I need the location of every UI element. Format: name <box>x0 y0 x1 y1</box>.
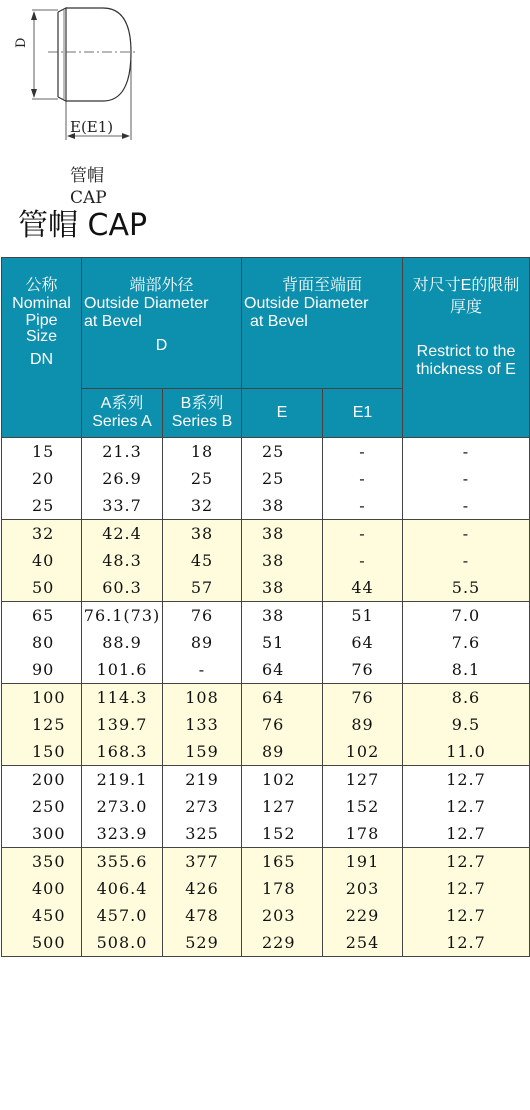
cell-dn-column <box>2 684 82 766</box>
header-outside-diameter <box>82 258 242 389</box>
cell-thickness: 8.6 <box>451 688 481 707</box>
cell-series-b: - <box>198 660 206 679</box>
cell-thickness-column <box>403 520 530 602</box>
cell-series-a: 33.7 <box>102 496 142 515</box>
cell-dn: 15 <box>32 442 55 461</box>
cell-thickness: 7.0 <box>451 606 481 625</box>
cell-e: 51 <box>262 633 285 652</box>
cell-thickness: - <box>462 442 470 461</box>
cell-e1: - <box>359 496 366 515</box>
cell-dn-column <box>2 438 82 520</box>
header-od-bevel: at Bevel <box>84 313 142 330</box>
cell-thickness-column <box>403 602 530 684</box>
cell-e: 165 <box>262 852 296 871</box>
table-row-group <box>2 602 530 684</box>
cell-series-a: 26.9 <box>102 469 142 488</box>
cell-e-column <box>242 848 323 957</box>
header-series-a <box>82 389 163 438</box>
cell-e1: - <box>359 551 366 570</box>
cell-thickness: 7.6 <box>451 633 481 652</box>
header-pipe-en: Pipe <box>25 312 58 329</box>
cell-e: 38 <box>262 606 285 625</box>
table-row-group <box>2 848 530 957</box>
cell-thickness: 12.7 <box>446 824 486 843</box>
header-nominal-en: Nominal <box>12 295 71 312</box>
cell-e1: 127 <box>345 770 380 789</box>
cell-dn: 80 <box>32 633 55 652</box>
cell-thickness: 12.7 <box>446 770 486 789</box>
cap-diagram <box>0 0 160 210</box>
cell-series-a: 323.9 <box>96 824 148 843</box>
cell-series-b: 89 <box>190 633 214 652</box>
cell-thickness: - <box>462 524 470 543</box>
cell-e1-column <box>323 520 403 602</box>
cell-thickness: 9.5 <box>451 715 481 734</box>
cell-e: 25 <box>262 469 285 488</box>
cell-e1: - <box>359 469 366 488</box>
cell-series-b-column <box>163 684 242 766</box>
table-row-group <box>2 520 530 602</box>
cell-series-a: 139.7 <box>96 715 148 734</box>
cell-thickness: 11.0 <box>446 742 486 761</box>
cell-e: 38 <box>262 524 285 543</box>
cell-series-a: 508.0 <box>96 933 148 952</box>
header-series-a-cn: A系列 <box>100 395 144 412</box>
cell-series-b: 133 <box>185 715 219 734</box>
cell-e1: - <box>359 524 366 543</box>
cell-series-a: 457.0 <box>96 906 148 925</box>
header-btf-en: Outside Diameter <box>244 295 369 312</box>
cell-series-b: 377 <box>185 852 219 871</box>
cell-series-b-column <box>163 766 242 848</box>
cell-thickness: - <box>462 469 470 488</box>
header-thickness-cn: 对尺寸E的限制 <box>412 277 520 294</box>
cell-e-column <box>242 684 323 766</box>
cell-e1: 44 <box>351 578 374 597</box>
cell-e1: 102 <box>345 742 380 761</box>
cell-thickness: 8.1 <box>451 660 481 679</box>
cell-series-a: 21.3 <box>102 442 142 461</box>
cell-e: 89 <box>262 742 285 761</box>
table-body <box>2 438 530 957</box>
cell-e: 64 <box>262 660 285 679</box>
cell-e: 38 <box>262 496 285 515</box>
cell-series-a-column <box>82 438 163 520</box>
cell-series-b: 478 <box>185 906 219 925</box>
cell-series-b: 57 <box>190 578 214 597</box>
header-nominal-size <box>2 258 82 438</box>
e-label: E(E1) <box>70 118 114 136</box>
cell-series-b: 108 <box>185 688 219 707</box>
header-series-b-cn: B系列 <box>180 395 224 412</box>
cell-thickness: 12.7 <box>446 906 486 925</box>
cell-dn: 400 <box>32 879 66 898</box>
cell-series-b: 32 <box>190 496 214 515</box>
cell-dn: 40 <box>32 551 55 570</box>
cell-series-a: 42.4 <box>102 524 142 543</box>
cell-series-b: 45 <box>190 551 214 570</box>
header-size-en: Size <box>25 328 58 345</box>
header-e1: E1 <box>323 389 403 438</box>
cell-dn: 200 <box>32 770 66 789</box>
cell-series-a: 60.3 <box>102 578 142 597</box>
header-thickness-en2: thickness of E <box>416 361 516 378</box>
cell-e: 38 <box>262 578 285 597</box>
cell-thickness: 5.5 <box>451 578 481 597</box>
cell-series-a: 355.6 <box>96 852 148 871</box>
cell-series-a: 114.3 <box>96 688 148 707</box>
header-series-a-en: Series A <box>92 413 152 430</box>
cell-series-b-column <box>163 520 242 602</box>
cell-dn: 100 <box>32 688 66 707</box>
cell-e1: 64 <box>351 633 374 652</box>
cell-dn: 32 <box>32 524 55 543</box>
cell-e: 178 <box>262 879 296 898</box>
cell-series-a: 76.1(73) <box>83 606 161 625</box>
cell-e: 76 <box>262 715 285 734</box>
cell-series-b: 426 <box>185 879 219 898</box>
cell-e1-column <box>323 438 403 520</box>
table-row-group <box>2 684 530 766</box>
cell-dn: 125 <box>32 715 66 734</box>
cell-thickness: 12.7 <box>446 797 486 816</box>
header-thickness-cn2: 厚度 <box>449 299 482 316</box>
caption-cn: 管帽 <box>70 166 104 186</box>
d-label: D <box>14 37 29 48</box>
cap-outline <box>58 8 131 101</box>
cell-dn-column <box>2 602 82 684</box>
cell-dn: 150 <box>32 742 66 761</box>
cell-e1: 152 <box>345 797 380 816</box>
header-thickness-limit <box>403 258 530 438</box>
cell-dn: 350 <box>32 852 66 871</box>
cell-series-b: 529 <box>185 933 219 952</box>
cell-thickness-column <box>403 438 530 520</box>
header-series-b <box>163 389 242 438</box>
header-od-cn: 端部外径 <box>129 277 194 294</box>
cell-thickness: 12.7 <box>446 933 486 952</box>
header-nominal-cn: 公称 <box>25 277 58 294</box>
cell-series-a-column <box>82 766 163 848</box>
cell-e: 25 <box>262 442 285 461</box>
cell-dn: 450 <box>32 906 66 925</box>
header-od-symbol: D <box>155 337 168 354</box>
cell-series-a: 48.3 <box>102 551 142 570</box>
cap-dimension-table <box>1 257 530 957</box>
cell-series-b: 25 <box>190 469 214 488</box>
cell-e1: 254 <box>345 933 380 952</box>
cell-e1: 89 <box>351 715 374 734</box>
cell-dn: 25 <box>32 496 55 515</box>
cell-thickness: - <box>462 496 470 515</box>
cell-e1: 203 <box>345 879 380 898</box>
cell-e-column <box>242 602 323 684</box>
cell-series-a: 101.6 <box>96 660 148 679</box>
cell-series-b: 273 <box>185 797 219 816</box>
cell-e1: 76 <box>351 688 374 707</box>
header-btf-cn: 背面至端面 <box>281 277 362 294</box>
cell-thickness-column <box>403 848 530 957</box>
cell-thickness-column <box>403 766 530 848</box>
cell-series-a: 168.3 <box>96 742 148 761</box>
cell-e1: 178 <box>345 824 380 843</box>
cell-series-b: 219 <box>185 770 219 789</box>
cell-series-a-column <box>82 520 163 602</box>
cell-series-b: 18 <box>190 442 214 461</box>
cell-e-column <box>242 520 323 602</box>
cell-thickness: 12.7 <box>446 852 486 871</box>
cell-dn: 300 <box>32 824 66 843</box>
cell-e: 102 <box>262 770 296 789</box>
cell-dn: 20 <box>32 469 55 488</box>
cell-dn-column <box>2 520 82 602</box>
cell-thickness: - <box>462 551 470 570</box>
page-title: 管帽 CAP <box>18 208 148 243</box>
cell-e1-column <box>323 684 403 766</box>
cell-series-b: 325 <box>185 824 219 843</box>
header-btf-bevel: at Bevel <box>250 313 308 330</box>
cell-e1-column <box>323 602 403 684</box>
cell-series-b-column <box>163 848 242 957</box>
cell-e1: - <box>359 442 366 461</box>
cell-dn: 500 <box>32 933 66 952</box>
cell-dn: 65 <box>32 606 55 625</box>
cell-thickness: 12.7 <box>446 879 486 898</box>
cell-dn-column <box>2 766 82 848</box>
table-row-group <box>2 438 530 520</box>
cell-series-a: 219.1 <box>96 770 148 789</box>
header-back-to-face <box>242 258 403 389</box>
cell-e1: 191 <box>345 852 380 871</box>
cell-series-b: 159 <box>185 742 219 761</box>
table-row-group <box>2 766 530 848</box>
cell-e: 64 <box>262 688 285 707</box>
cell-e1: 76 <box>351 660 374 679</box>
cell-e1: 51 <box>351 606 374 625</box>
cell-dn: 250 <box>32 797 66 816</box>
cell-series-b-column <box>163 602 242 684</box>
cell-series-a-column <box>82 602 163 684</box>
cell-e: 38 <box>262 551 285 570</box>
cell-e-column <box>242 766 323 848</box>
cell-series-a: 273.0 <box>96 797 148 816</box>
cell-e1-column <box>323 848 403 957</box>
cell-series-a-column <box>82 848 163 957</box>
cell-thickness-column <box>403 684 530 766</box>
cell-e: 127 <box>262 797 296 816</box>
cell-dn: 90 <box>32 660 55 679</box>
header-series-b-en: Series B <box>171 413 233 430</box>
header-e: E <box>242 389 323 438</box>
cell-e: 152 <box>262 824 296 843</box>
header-dn: DN <box>29 351 54 368</box>
cell-series-a: 406.4 <box>96 879 148 898</box>
cell-e1-column <box>323 766 403 848</box>
cell-series-a: 88.9 <box>102 633 142 652</box>
cell-series-b-column <box>163 438 242 520</box>
cell-e: 203 <box>262 906 296 925</box>
cell-series-a-column <box>82 684 163 766</box>
cell-e: 229 <box>262 933 296 952</box>
header-od-en: Outside Diameter <box>84 295 209 312</box>
cell-dn-column <box>2 848 82 957</box>
cell-series-b: 76 <box>190 606 214 625</box>
cell-e1: 229 <box>345 906 380 925</box>
cell-series-b: 38 <box>190 524 214 543</box>
cell-e-column <box>242 438 323 520</box>
cell-dn: 50 <box>32 578 55 597</box>
caption-en: CAP <box>70 188 107 208</box>
header-thickness-en: Restrict to the <box>416 343 516 360</box>
